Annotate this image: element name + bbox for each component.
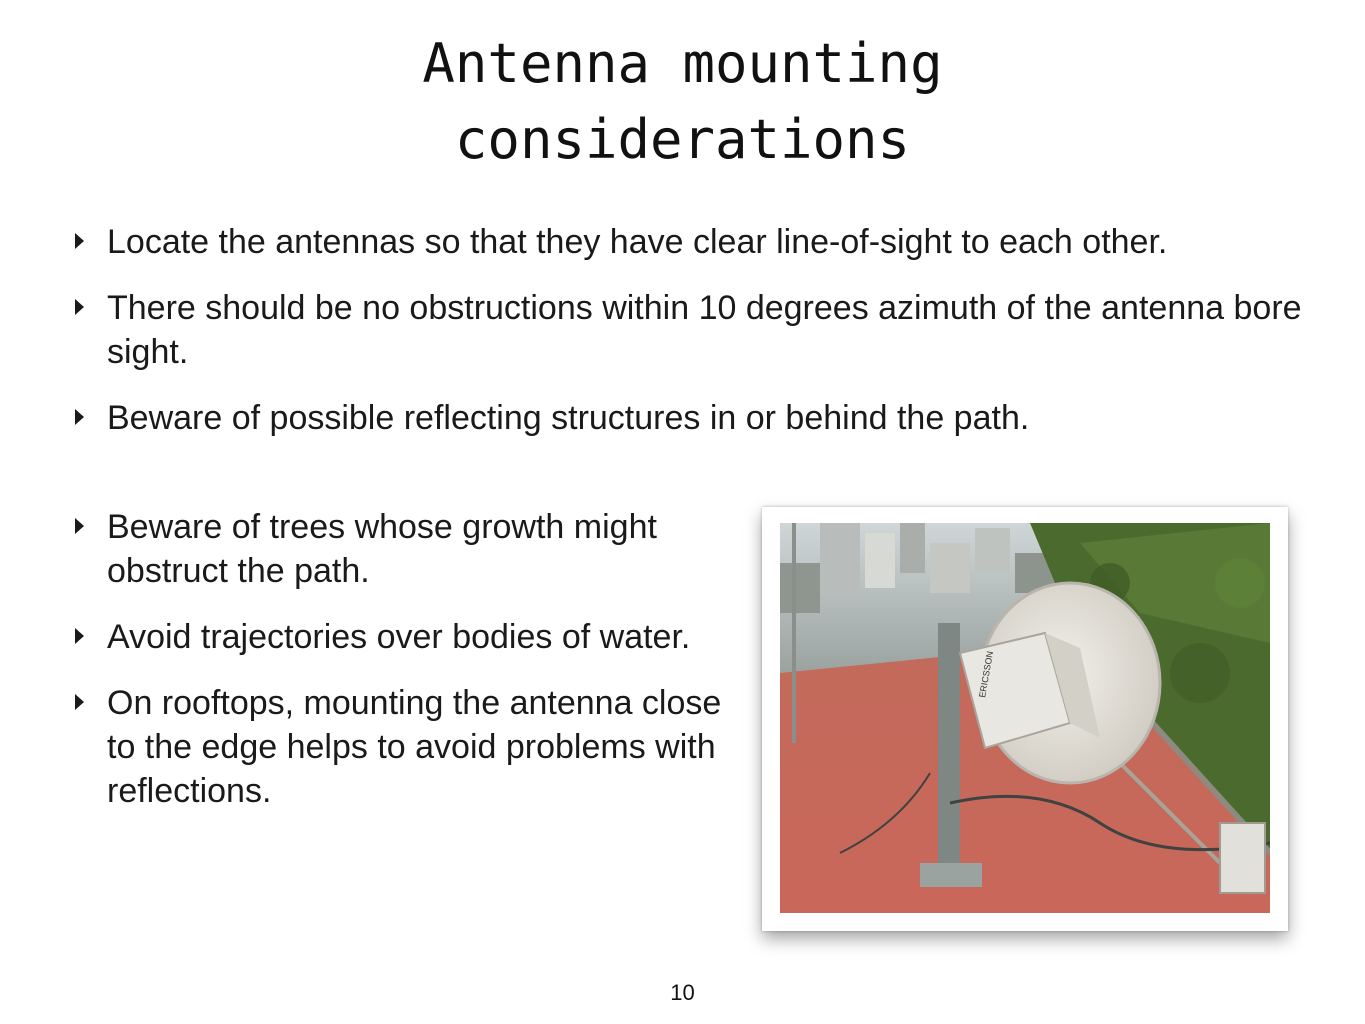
bullet-text: On rooftops, mounting the antenna close to the edge helps to avoid problems with reflections.: [107, 684, 722, 810]
slide-title-line-1: Antenna mounting: [422, 32, 943, 95]
bullet-item: [75, 286, 1330, 374]
triangle-bullet-icon: [75, 518, 84, 534]
brand-label: ERICSSON: [977, 650, 996, 699]
bullet-item: [75, 615, 735, 659]
bullet-text: Avoid trajectories over bodies of water.: [107, 618, 691, 656]
rooftop-antenna-photo: [780, 523, 1270, 913]
triangle-bullet-icon: [75, 628, 84, 644]
bullet-text: Locate the antennas so that they have clear line-of-sight to each other.: [107, 223, 1168, 261]
slide-title: [0, 26, 1365, 178]
bullet-item: [75, 681, 735, 813]
bottom-bullet-list: [75, 505, 735, 835]
page-number: 10: [670, 980, 695, 1005]
bullet-item: [75, 505, 735, 593]
bullet-item: [75, 396, 1330, 440]
triangle-bullet-icon: [75, 694, 84, 710]
triangle-bullet-icon: [75, 233, 84, 249]
triangle-bullet-icon: [75, 409, 84, 425]
triangle-bullet-icon: [75, 299, 84, 315]
bullet-text: Beware of trees whose growth might obstruct the path.: [107, 508, 657, 590]
bullet-item: [75, 220, 1330, 264]
bullet-text: Beware of possible reflecting structures in or behind the path.: [107, 399, 1030, 437]
slide-title-line-2: considerations: [454, 108, 911, 171]
bullet-text: There should be no obstructions within 10 degrees azimuth of the antenna bore sight.: [107, 289, 1302, 371]
photo-frame: [762, 507, 1288, 931]
top-bullet-list: [75, 220, 1330, 462]
rooftop-antenna-illustration: [780, 523, 1270, 913]
